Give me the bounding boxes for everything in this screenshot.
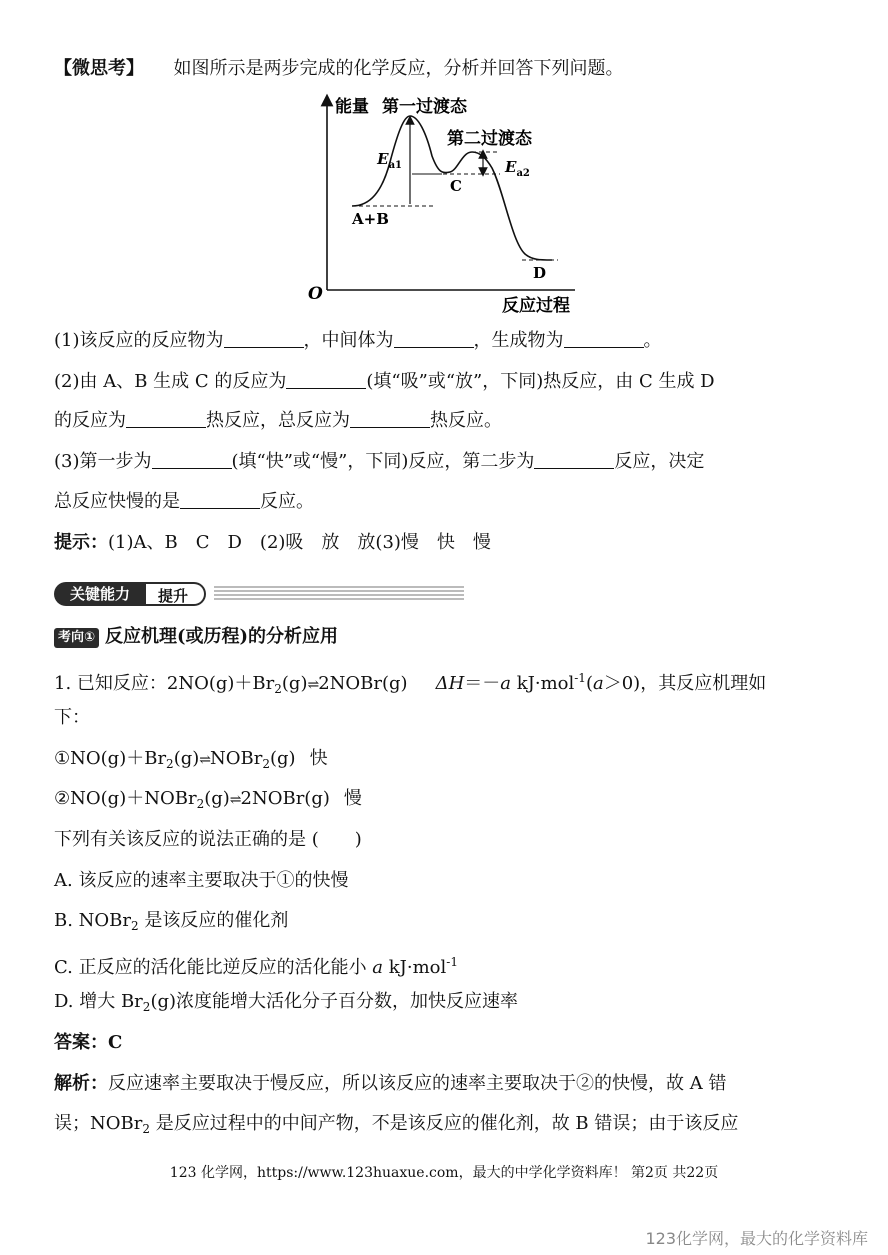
ts2-label: 第二过渡态 bbox=[447, 129, 532, 149]
watermark: 123化学网，最大的化学资料库 bbox=[645, 1229, 868, 1248]
energy-diagram bbox=[300, 92, 590, 317]
step2-c: 2NOBr(g) bbox=[240, 788, 330, 809]
step2-arrow: ⇌ bbox=[229, 792, 241, 808]
q2-text-e: 热反应。 bbox=[430, 410, 502, 431]
section-title: 反应机理(或历程)的分析应用 bbox=[105, 626, 339, 647]
opt-c-1: C. 正反应的活化能比逆反应的活化能小 bbox=[54, 957, 373, 978]
q1-text-b: ，中间体为 bbox=[303, 330, 394, 351]
section-heading bbox=[54, 625, 338, 649]
stem-e: kJ·mol bbox=[511, 673, 575, 694]
think-label: 【微思考】 bbox=[54, 58, 144, 79]
q3-text-c: 反应，决定 bbox=[614, 451, 705, 472]
delta-h: ΔH bbox=[435, 673, 465, 694]
analysis-line-1 bbox=[54, 1072, 726, 1096]
opt-b-2: 是该反应的催化剂 bbox=[138, 910, 289, 931]
step1-speed: 快 bbox=[309, 748, 328, 769]
banner-right: 提升 bbox=[146, 582, 206, 606]
analysis-2a: 误；NOBr bbox=[54, 1113, 143, 1134]
analysis-label: 解析： bbox=[54, 1073, 108, 1094]
question-2-line-2 bbox=[54, 409, 502, 433]
stem-b: (g) bbox=[281, 673, 308, 694]
origin-label: O bbox=[308, 284, 323, 304]
q1-blank-2[interactable] bbox=[394, 329, 474, 348]
question-3-line-1 bbox=[54, 450, 704, 474]
opt-b-1: B. NOBr bbox=[54, 910, 132, 931]
q2-blank-2[interactable] bbox=[126, 409, 206, 428]
step1-sub-1: 2 bbox=[166, 757, 174, 771]
q3-text-e: 反应。 bbox=[260, 491, 314, 512]
stem-f: ( bbox=[585, 673, 593, 694]
q1-text-d: 。 bbox=[643, 330, 662, 351]
mechanism-step-1 bbox=[54, 747, 328, 776]
step1-sub-2: 2 bbox=[262, 757, 270, 771]
intermediate-label: C bbox=[450, 177, 462, 195]
question-2-line-1 bbox=[54, 370, 715, 394]
stem-d: ＝－ bbox=[464, 673, 501, 694]
q2-text-b: (填“吸”或“放”，下同)热反应，由 C 生成 D bbox=[366, 371, 715, 392]
think-intro-line bbox=[54, 57, 623, 81]
option-c[interactable] bbox=[54, 950, 458, 980]
stem-a-var-2: a bbox=[592, 673, 604, 694]
q2-text-d: 热反应，总反应为 bbox=[206, 410, 350, 431]
question-1 bbox=[54, 329, 662, 353]
banner-left: 关键能力 bbox=[54, 582, 146, 606]
product-label: D bbox=[533, 264, 547, 282]
ea1-label: $E_{a1}$ bbox=[377, 150, 402, 171]
opt-d-sub: 2 bbox=[142, 1000, 151, 1014]
hint-line bbox=[54, 531, 491, 555]
step2-speed: 慢 bbox=[343, 788, 362, 809]
q2-text-a: (2)由 A、B 生成 C 的反应为 bbox=[54, 371, 287, 392]
reactants-label: A+B bbox=[352, 210, 389, 228]
opt-c-a: a bbox=[372, 957, 384, 978]
option-d[interactable] bbox=[54, 990, 518, 1019]
analysis-line-2 bbox=[54, 1112, 738, 1141]
q2-blank-3[interactable] bbox=[350, 409, 430, 428]
q3-text-b: (填“快”或“慢”，下同)反应，第二步为 bbox=[231, 451, 535, 472]
ea2-label: $E_{a2}$ bbox=[505, 158, 530, 179]
section-tag: 考向① bbox=[54, 628, 99, 648]
opt-c-2: kJ·mol bbox=[383, 957, 447, 978]
stem-sub: 2 bbox=[274, 682, 282, 696]
step2-b: (g) bbox=[204, 788, 230, 809]
q3-blank-3[interactable] bbox=[180, 490, 260, 509]
q2-text-c: 的反应为 bbox=[54, 410, 126, 431]
q3-blank-2[interactable] bbox=[534, 450, 614, 469]
q3-blank-1[interactable] bbox=[152, 450, 232, 469]
opt-d-1: D. 增大 Br bbox=[54, 991, 143, 1012]
option-a[interactable]: A. 该反应的速率主要取决于①的快慢 bbox=[54, 870, 349, 891]
hint-label: 提示： bbox=[54, 532, 108, 553]
stem-a: 1. 已知反应：2NO(g)＋Br bbox=[54, 673, 275, 694]
equilibrium-arrow: ⇌ bbox=[307, 677, 319, 693]
stem-c: 2NOBr(g) bbox=[318, 673, 408, 694]
q2-blank-1[interactable] bbox=[286, 370, 366, 389]
q3-text-d: 总反应快慢的是 bbox=[54, 491, 180, 512]
stem-h: 下： bbox=[54, 707, 90, 728]
analysis-sub: 2 bbox=[142, 1122, 150, 1136]
stem-sup: -1 bbox=[574, 671, 586, 685]
q1-text-c: ，生成物为 bbox=[473, 330, 564, 351]
banner-stripe bbox=[214, 586, 464, 602]
opt-d-2: (g)浓度能增大活化分子百分数，加快反应速率 bbox=[150, 991, 519, 1012]
q1-text-a: (1)该反应的反应物为 bbox=[54, 330, 224, 351]
question-3-line-2 bbox=[54, 490, 314, 514]
stem-a-var: a bbox=[500, 673, 512, 694]
step1-a: ①NO(g)＋Br bbox=[54, 748, 167, 769]
answer-line bbox=[54, 1031, 122, 1055]
problem-stem-line-1 bbox=[54, 666, 766, 701]
stem-g: ＞0)，其反应机理如 bbox=[603, 673, 767, 694]
ts1-label: 第一过渡态 bbox=[382, 97, 467, 117]
think-intro: 如图所示是两步完成的化学反应，分析并回答下列问题。 bbox=[173, 58, 624, 79]
mechanism-step-2 bbox=[54, 787, 362, 816]
analysis-1: 反应速率主要取决于慢反应，所以该反应的速率主要取决于②的快慢，故 A 错 bbox=[108, 1073, 727, 1094]
q1-blank-1[interactable] bbox=[224, 329, 304, 348]
problem-stem-line-2 bbox=[54, 706, 90, 730]
q1-blank-3[interactable] bbox=[564, 329, 644, 348]
step2-sub: 2 bbox=[196, 797, 205, 811]
step1-b: (g) bbox=[173, 748, 200, 769]
answer-label: 答案： bbox=[54, 1032, 108, 1053]
y-axis-label: 能量 bbox=[335, 97, 369, 117]
step1-d: (g) bbox=[269, 748, 296, 769]
opt-c-sup: -1 bbox=[446, 955, 458, 969]
step1-c: NOBr bbox=[210, 748, 263, 769]
x-axis-label: 反应过程 bbox=[502, 296, 570, 316]
hint-text: (1)A、B C D (2)吸 放 放(3)慢 快 慢 bbox=[108, 532, 491, 553]
analysis-2b: 是反应过程中的中间产物，不是该反应的催化剂，故 B 错误；由于该反应 bbox=[149, 1113, 739, 1134]
step1-arrow: ⇌ bbox=[199, 752, 210, 768]
opt-b-sub: 2 bbox=[131, 919, 139, 933]
page-footer: 123 化学网，https://www.123huaxue.com，最大的中学化学资料库！ 第2页 共22页 bbox=[169, 1165, 719, 1181]
option-b[interactable] bbox=[54, 909, 288, 938]
problem-ask: 下列有关该反应的说法正确的是 ( ) bbox=[54, 829, 362, 850]
step2-a: ②NO(g)＋NOBr bbox=[54, 788, 197, 809]
q3-text-a: (3)第一步为 bbox=[54, 451, 152, 472]
answer-value: C bbox=[108, 1032, 123, 1053]
